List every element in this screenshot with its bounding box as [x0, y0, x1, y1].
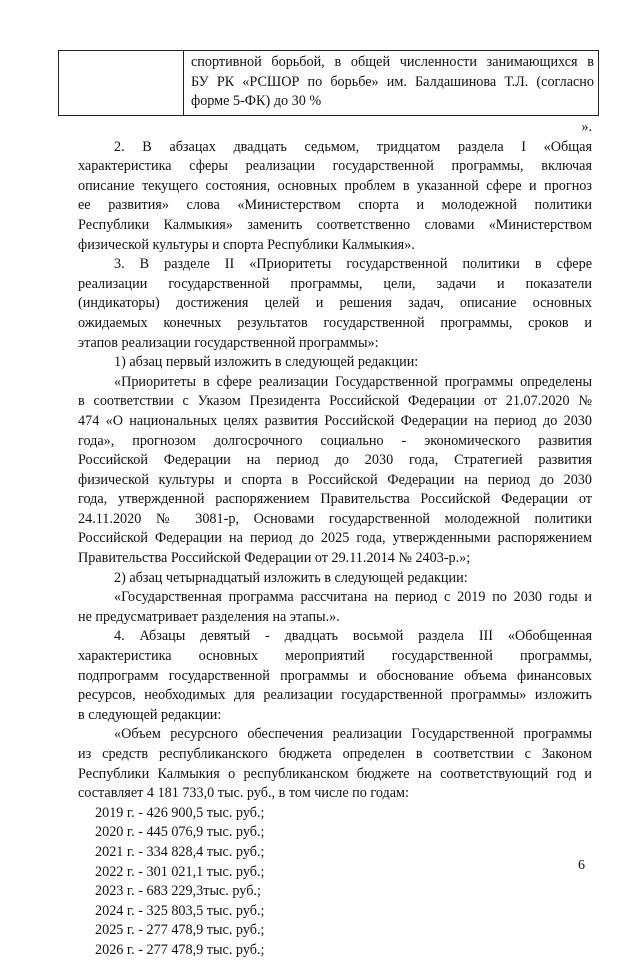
- list-item: 2024 г. - 325 803,5 тыс. руб.;: [95, 902, 265, 919]
- quote-line: 474 «О национальных целях развития Российской Федерации на период до 2030: [78, 412, 592, 429]
- quote-line: в соответствии с Указом Президента Российской Федерации от 21.07.2020 №: [78, 393, 592, 410]
- quote-line: Российской Федерации на период до 2030 года, Стратегией развития: [78, 452, 592, 469]
- table-cell-line: спортивной борьбой, в общей численности занимающихся в: [191, 54, 594, 70]
- quote-program-period: [78, 588, 592, 627]
- quote-line: составляет 4 181 733,0 тыс. руб., в том числе по годам:: [78, 785, 409, 802]
- subparagraph-2: 2) абзац четырнадцатый изложить в следующей редакции:: [114, 569, 468, 586]
- quote-line: «Объем ресурсного обеспечения реализации Государственной программы: [114, 726, 592, 743]
- quote-line: «Государственная программа рассчитана на период с 2019 по 2030 годы и: [114, 589, 592, 606]
- paragraph-line: физической культуры и спорта Республики Калмыкия».: [78, 236, 415, 253]
- list-item: 2022 г. - 301 021,1 тыс. руб.;: [95, 863, 265, 880]
- quote-line: физической культуры и спорта в Российской Федерации на период до 2030: [78, 471, 592, 488]
- table-cell: [191, 53, 594, 112]
- paragraph-line: 4. Абзацы девятый - двадцать восьмой раздела III «Обобщенная: [114, 628, 592, 645]
- paragraph-line: характеристика сферы реализации государственной программы, включая: [78, 158, 592, 175]
- document-body: [78, 118, 592, 961]
- quote-priorities: [78, 373, 592, 569]
- paragraph-line: описание текущего состояния, основных проблем в указанной сфере и прогноз: [78, 177, 592, 194]
- paragraph-line: в следующей редакции:: [78, 706, 222, 723]
- list-item: 2020 г. - 445 076,9 тыс. руб.;: [95, 824, 265, 841]
- paragraph-line: подпрограмм государственной программы и обоснование объема финансовых: [78, 667, 592, 684]
- paragraph-4: [78, 627, 592, 725]
- paragraph-line: этапов реализации государственной программы»:: [78, 334, 379, 351]
- paragraph-line: 2. В абзацах двадцать седьмом, тридцатом раздела I «Общая: [114, 138, 592, 155]
- quote-line: 24.11.2020 № 3081-р, Основами государственной молодежной политики: [78, 510, 592, 527]
- funding-by-year-list: [78, 804, 592, 961]
- table-cell-line: БУ РК «РСШОР по борьбе» им. Балдашинова Т.Л. (согласно: [191, 73, 594, 90]
- paragraph-2: [78, 138, 592, 256]
- paragraph-line: ее развития» слова «Министерством спорта и молодежной политики: [78, 197, 592, 214]
- paragraph-line: реализации государственной программы, цели, задачи и показатели: [78, 275, 592, 292]
- list-item: 2025 г. - 277 478,9 тыс. руб.;: [95, 922, 265, 939]
- quote-line: «Приоритеты в сфере реализации Государственной программы определены: [114, 373, 592, 390]
- quote-line: Правительства Российской Федерации от 29.11.2014 № 2403-р.»;: [78, 550, 471, 567]
- quote-line: года», прогнозом долгосрочного социально - экономического развития: [78, 432, 592, 449]
- subparagraph-1: 1) абзац первый изложить в следующей редакции:: [114, 354, 419, 371]
- quote-line: Российской Федерации на период до 2025 года, утвержденными распоряжением: [78, 530, 592, 547]
- quote-line: Республики Калмыкия о республиканском бюджете на соответствующий год и: [78, 765, 592, 782]
- paragraph-line: характеристика основных мероприятий государственной программы,: [78, 648, 592, 665]
- quote-line: не предусматривает разделения на этапы.».: [78, 608, 340, 625]
- page-number: 6: [578, 858, 585, 873]
- table-cell-line: форме 5-ФК) до 30 %: [191, 93, 322, 110]
- quote-funding: [78, 725, 592, 803]
- table-column-divider: [183, 51, 184, 115]
- list-item: 2021 г. - 334 828,4 тыс. руб.;: [95, 843, 265, 860]
- list-item: 2026 г. - 277 478,9 тыс. руб.;: [95, 941, 265, 958]
- paragraph-3: [78, 255, 592, 373]
- quote-close: ».: [581, 119, 592, 135]
- quote-line: из средств республиканского бюджета определен в соответствии с Законом: [78, 746, 592, 762]
- quote-line: года, утвержденной распоряжением Правительства Российской Федерации от: [78, 491, 592, 508]
- paragraph-line: (индикаторы) достижения целей и решения задач, описание основных: [78, 295, 592, 312]
- paragraph-line: 3. В разделе II «Приоритеты государственной политики в сфере: [114, 256, 592, 273]
- list-item: 2019 г. - 426 900,5 тыс. руб.;: [95, 804, 265, 821]
- paragraph-line: ожидаемых конечных результатов государственной программы, сроков и: [78, 314, 592, 331]
- paragraph-line: ресурсов, необходимых для реализации государственной программы» изложить: [78, 687, 592, 704]
- table-fragment: [58, 50, 599, 116]
- paragraph-line: Республики Калмыкия» заменить соответственно словами «Министерством: [78, 216, 592, 233]
- list-item: 2023 г. - 683 229,3тыс. руб.;: [95, 883, 261, 900]
